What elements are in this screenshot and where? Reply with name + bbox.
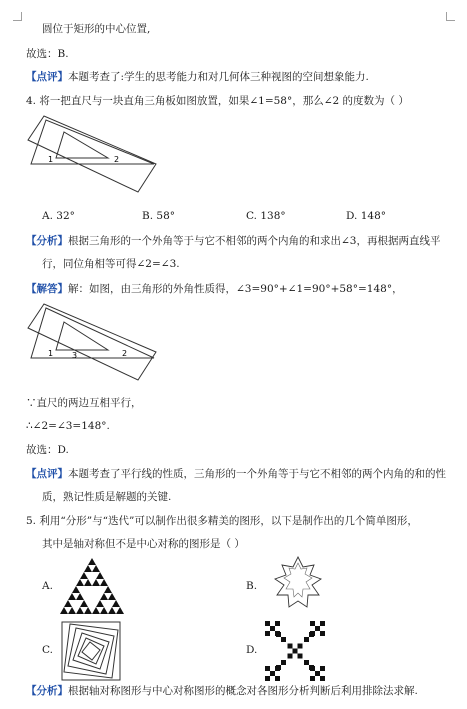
comment-line-2: 质，熟记性质是解题的关键. — [42, 491, 172, 503]
page-corner-mark — [446, 12, 455, 21]
angle-3-label: 3 — [72, 351, 78, 360]
comment-line — [26, 467, 446, 481]
sierpinski-triangle-figure — [60, 558, 124, 616]
question-5-cont: 其中是轴对称但不是中心对称的图形是（ ） — [42, 538, 245, 550]
ruler-shape — [28, 116, 156, 192]
text-line: 圆位于矩形的中心位置, — [42, 23, 151, 35]
comment-tag: 【点评】 — [26, 468, 68, 480]
comment-text: 本题考查了平行线的性质，三角形的一个外角等于与它不相邻的两个内角的和的性 — [68, 468, 446, 480]
analysis-text: 根据三角形的一个外角等于与它不相邻的两个内角的和求出∠3，再根据两直线平 — [68, 235, 441, 247]
text-line: 故选：B. — [26, 48, 69, 60]
analysis-tag: 【分析】 — [26, 685, 68, 697]
angle-1-label: 1 — [48, 155, 54, 164]
analysis-line — [26, 684, 418, 698]
q4-option-b: B. 58° — [142, 210, 176, 222]
q4-option-a: A. 32° — [42, 210, 75, 222]
q5-option-b: B. — [246, 580, 258, 592]
q5-option-c: C. — [42, 644, 53, 656]
koch-snowflake-figure — [265, 555, 331, 619]
page-corner-mark — [13, 12, 22, 21]
ruler-triangle-figure — [26, 114, 158, 194]
analysis-text: 根据轴对称图形与中心对称图形的概念对各图形分析判断后利用排除法求解. — [68, 685, 418, 697]
ruler-shape — [28, 304, 156, 380]
comment-tag: 【点评】 — [26, 71, 68, 83]
rotated-squares-figure — [60, 620, 122, 682]
cross-fractal-figure — [265, 621, 325, 681]
comment-text: 本题考查了:学生的思考能力和对几何体三种视图的空间想象能力. — [68, 71, 369, 83]
solution-line — [26, 282, 403, 296]
q5-option-d: D. — [246, 644, 258, 656]
text-line: 故选：D. — [26, 444, 69, 456]
analysis-tag: 【分析】 — [26, 235, 68, 247]
angle-1-label: 1 — [48, 349, 54, 358]
comment-line — [26, 70, 369, 84]
question-4: 4. 将一把直尺与一块直角三角板如图放置，如果∠1=58°，那么∠2 的度数为（ ） — [26, 95, 409, 107]
q4-option-c: C. 138° — [246, 210, 286, 222]
text-line: ∵直尺的两边互相平行， — [26, 397, 142, 409]
q4-option-d: D. 148° — [346, 210, 387, 222]
angle-2-label: 2 — [122, 349, 128, 358]
text-line: ∴∠2=∠3=148°. — [26, 420, 110, 432]
q5-option-a: A. — [42, 580, 53, 592]
triangle-inner — [56, 322, 108, 350]
solution-tag: 【解答】 — [26, 283, 68, 295]
solution-text: 解：如图，由三角形的外角性质得，∠3=90°+∠1=90°+58°=148°， — [68, 283, 403, 295]
triangle-inner — [56, 132, 108, 158]
angle-2-label: 2 — [114, 155, 120, 164]
analysis-line-2: 行，同位角相等可得∠2=∠3. — [42, 258, 180, 270]
analysis-line — [26, 234, 440, 248]
question-5: 5. 利用“分形”与“迭代”可以制作出很多精美的图形，以下是制作出的几个简单图形， — [26, 515, 418, 527]
ruler-triangle-figure-2 — [26, 302, 158, 382]
